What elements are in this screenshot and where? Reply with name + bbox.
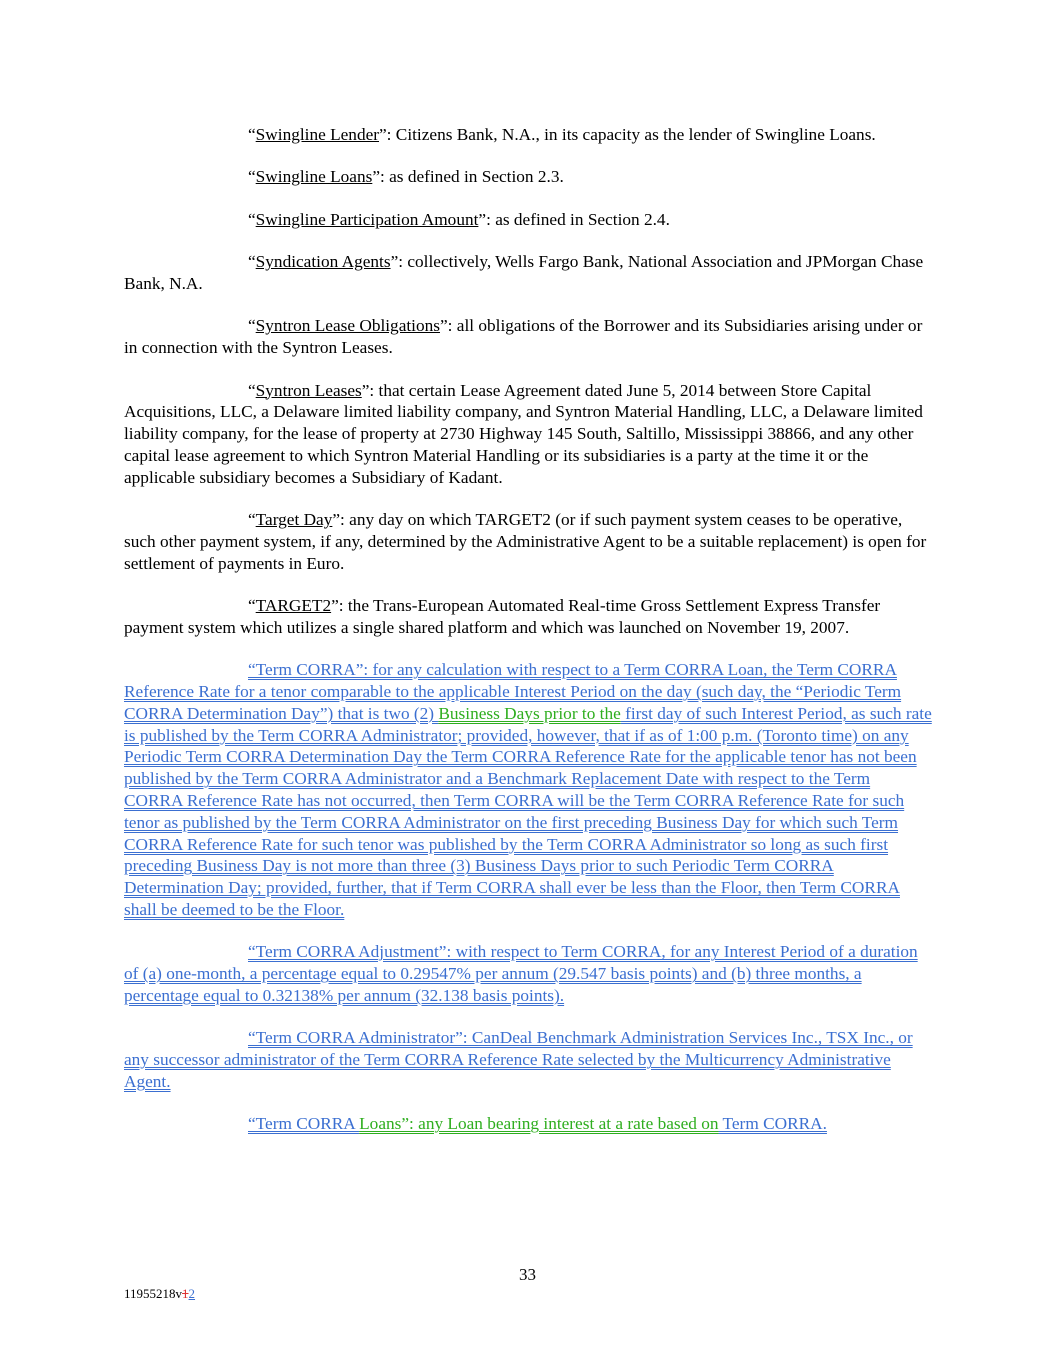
definition-text: ”: as defined in Section 2.4.: [478, 209, 670, 229]
defined-term: Swingline Participation Amount: [255, 209, 479, 229]
defined-term: Swingline Loans: [255, 167, 373, 187]
doc-id-added-version: 2: [188, 1286, 196, 1301]
definition-swingline-loans: [124, 166, 932, 188]
definition-text: ”: as defined in Section 2.3.: [372, 167, 564, 187]
inserted-text: first day of such Interest Period, as such rate is published by the Term CORRA Administrator; provided, however, that if as of 1:00 p.m. (Toronto time) on any Periodic Term CORRA Determination Day the Term CORRA Reference Rate for the applicable tenor has not been published by the Term CORRA Administrator and a Benchmark Replacement Date with respect to the Term CORRA Reference Rate has not occurred, then Term CORRA will be the Term CORRA Reference Rate for such tenor as published by the Term CORRA Administrator on the first preceding Business Day for which such Term CORRA Reference Rate for such tenor was published by the Term CORRA Administrator so long as such first preceding Business Day is not more than three (3) Business Days prior to such Periodic Term CORRA Determination Day; provided, further, that if Term CORRA shall ever be less than the Floor, then Term CORRA shall be deemed to be the Floor.: [124, 703, 932, 920]
inserted-text: “Term CORRA Administrator”: CanDeal Benchmark Administration Services Inc., TSX Inc., or any successor administrator of the Term CORRA Reference Rate selected by the Multicurrency Administrative Agent.: [124, 1028, 913, 1092]
definition-syntron-leases: [124, 380, 932, 489]
moved-text: Business Days prior to the: [438, 703, 621, 723]
defined-term: Syndication Agents: [255, 252, 391, 272]
quote-open: “: [248, 252, 256, 272]
definition-syntron-lease-obligations: [124, 315, 932, 359]
inserted-text: “Term CORRA”: for any calculation with respect to a Term CORRA Loan, the Term CORRA Reference Rate for a tenor comparable to the applicable Interest Period on the day (such day, the “Periodic Term CORRA Determination Day”) that is two (2): [124, 660, 902, 723]
definition-term-corra-adjustment: [124, 941, 932, 1006]
moved-text: Loans”: any Loan bearing interest at a rate based on: [359, 1114, 719, 1134]
quote-open: “: [248, 209, 256, 229]
definition-text: ”: collectively, Wells Fargo Bank, National Association and JPMorgan Chase Bank, N.A.: [124, 252, 924, 293]
definition-swingline-participation-amount: [124, 209, 932, 231]
doc-id-deleted-version: 1: [182, 1286, 189, 1301]
definition-text: ”: the Trans-European Automated Real-time Gross Settlement Express Transfer payment system which utilizes a single shared platform and which was launched on November 19, 2007.: [124, 596, 881, 637]
definition-term-corra-administrator: [124, 1027, 932, 1092]
definition-syndication-agents: [124, 251, 932, 295]
definition-text: ”: all obligations of the Borrower and its Subsidiaries arising under or in connection with the Syntron Leases.: [124, 316, 923, 358]
quote-open: “: [248, 596, 256, 616]
defined-term: Syntron Lease Obligations: [255, 316, 440, 336]
quote-open: “: [248, 510, 256, 530]
definition-term-corra: [124, 659, 932, 921]
defined-term: Swingline Lender: [255, 125, 380, 144]
quote-open: “: [248, 167, 256, 187]
defined-term: Syntron Leases: [255, 380, 362, 400]
inserted-text: “Term CORRA Adjustment”: with respect to Term CORRA, for any Interest Period of a duration of (a) one-month, a percentage equal to 0.29547% per annum (29.547 basis points) and (b) three months, a percentage equal to 0.32138% per annum (32.138 basis points).: [124, 942, 918, 1006]
definition-term-corra-loans: [124, 1113, 932, 1135]
definition-swingline-lender: [124, 124, 932, 146]
definition-target-day: [124, 509, 932, 574]
doc-id-base: 11955218v: [124, 1286, 183, 1301]
definition-text: ”: that certain Lease Agreement dated June 5, 2014 between Store Capital Acquisitions, LLC, a Delaware limited liability company, and Syntron Material Handling, LLC, a Delaware limited liability company, for the lease of property at 2730 Highway 145 South, Saltillo, Mississippi 38866, and any other capital lease agreement to which Syntron Material Handling or its subsidiaries is a party at the time it or the applicable subsidiary becomes a Subsidiary of Kadant.: [124, 380, 923, 487]
definition-target2: [124, 595, 932, 639]
page-number: 33: [519, 1265, 536, 1284]
quote-open: “: [248, 380, 256, 400]
document-page: [124, 124, 932, 1156]
defined-term: TARGET2: [255, 596, 332, 616]
defined-term: Target Day: [255, 510, 333, 530]
definition-text: ”: Citizens Bank, N.A., in its capacity as the lender of Swingline Loans.: [379, 125, 876, 144]
quote-open: “: [248, 316, 256, 336]
definition-text: ”: any day on which TARGET2 (or if such payment system ceases to be operative, such other payment system, if any, determined by the Administrative Agent to be a suitable replacement) is open for settlement of payments in Euro.: [124, 510, 927, 573]
inserted-text: “Term CORRA: [248, 1114, 360, 1134]
inserted-text: Term CORRA.: [718, 1114, 827, 1134]
document-id: [124, 1286, 195, 1302]
quote-open: “: [248, 125, 256, 144]
